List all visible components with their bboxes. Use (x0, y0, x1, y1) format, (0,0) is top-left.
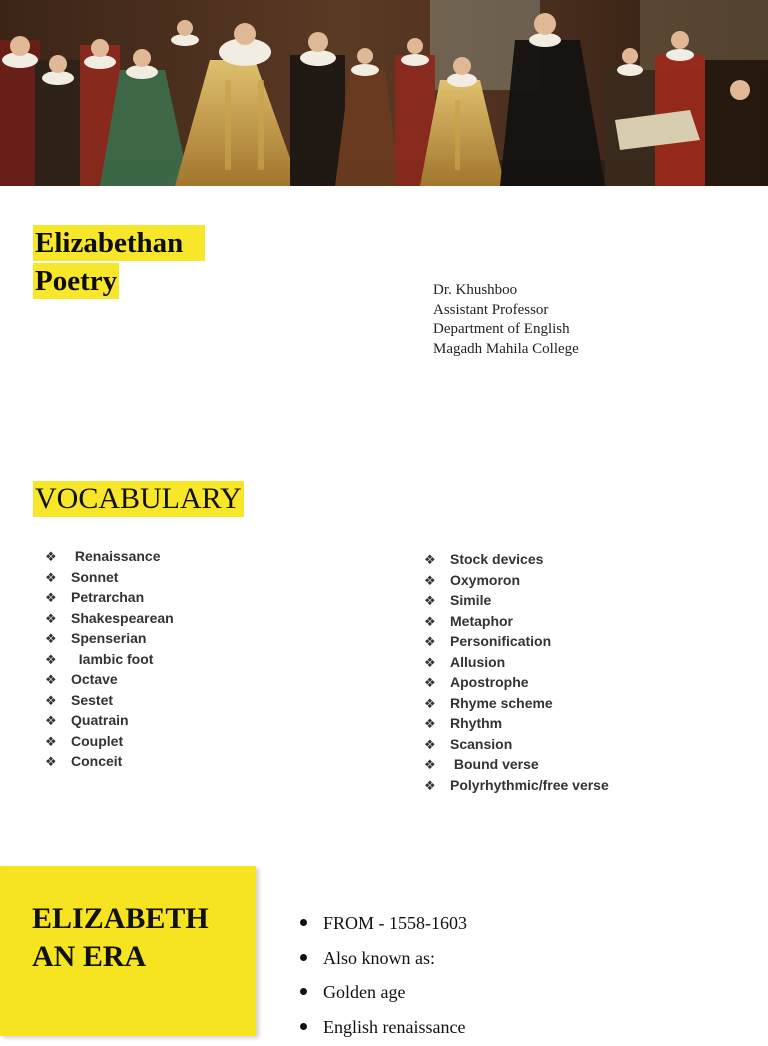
bullet-dot-icon (300, 954, 307, 961)
vocabulary-heading: VOCABULARY (33, 481, 244, 517)
vocabulary-item (45, 690, 174, 711)
diamond-bullet-icon: ❖ (424, 715, 450, 736)
diamond-bullet-icon: ❖ (424, 736, 450, 757)
vocabulary-term: Sonnet (71, 569, 118, 585)
vocabulary-term: Sestet (71, 692, 113, 708)
vocabulary-term: Conceit (71, 753, 122, 769)
diamond-bullet-icon: ❖ (45, 589, 71, 610)
vocabulary-term: Personification (450, 633, 551, 649)
vocabulary-item (424, 590, 609, 611)
vocabulary-item (424, 549, 609, 570)
vocabulary-item (424, 672, 609, 693)
vocabulary-item (424, 631, 609, 652)
diamond-bullet-icon: ❖ (424, 777, 450, 798)
era-title-line-2: AN ERA (32, 938, 232, 976)
diamond-bullet-icon: ❖ (45, 610, 71, 631)
era-title (32, 900, 232, 976)
title-line-1: Elizabethan (33, 225, 205, 261)
author-college: Magadh Mahila College (433, 340, 579, 360)
bullet-dot-icon (300, 988, 307, 995)
vocabulary-item (45, 546, 174, 567)
vocabulary-term: Shakespearean (71, 610, 174, 626)
vocabulary-term: Iambic foot (71, 651, 153, 667)
diamond-bullet-icon: ❖ (45, 569, 71, 590)
vocabulary-term: Quatrain (71, 712, 129, 728)
vocabulary-item (45, 710, 174, 731)
vocabulary-term: Rhythm (450, 715, 502, 731)
vocabulary-term: Renaissance (71, 548, 161, 564)
diamond-bullet-icon: ❖ (424, 756, 450, 777)
diamond-bullet-icon: ❖ (424, 633, 450, 654)
author-info (433, 281, 579, 359)
vocabulary-item (45, 587, 174, 608)
vocabulary-list-left (45, 546, 174, 772)
vocabulary-item (424, 713, 609, 734)
diamond-bullet-icon: ❖ (424, 572, 450, 593)
vocabulary-term: Simile (450, 592, 491, 608)
vocabulary-list-right (424, 549, 609, 795)
diamond-bullet-icon: ❖ (45, 733, 71, 754)
vocabulary-item (424, 734, 609, 755)
era-point (300, 908, 467, 943)
diamond-bullet-icon: ❖ (45, 548, 71, 569)
vocabulary-item (424, 754, 609, 775)
diamond-bullet-icon: ❖ (424, 695, 450, 716)
diamond-bullet-icon: ❖ (45, 630, 71, 651)
diamond-bullet-icon: ❖ (424, 613, 450, 634)
vocabulary-term: Apostrophe (450, 674, 529, 690)
era-title-line-1: ELIZABETH (32, 900, 232, 938)
banner-image (0, 0, 768, 186)
diamond-bullet-icon: ❖ (424, 592, 450, 613)
vocabulary-item (45, 669, 174, 690)
vocabulary-item (45, 608, 174, 629)
author-name: Dr. Khushboo (433, 281, 579, 301)
diamond-bullet-icon: ❖ (45, 692, 71, 713)
diamond-bullet-icon: ❖ (424, 654, 450, 675)
vocabulary-term: Rhyme scheme (450, 695, 553, 711)
author-position: Assistant Professor (433, 301, 579, 321)
court-painting-illustration (0, 0, 768, 186)
bullet-dot-icon (300, 919, 307, 926)
vocabulary-item (45, 649, 174, 670)
vocabulary-item (424, 652, 609, 673)
vocabulary-term: Oxymoron (450, 572, 520, 588)
vocabulary-term: Polyrhythmic/free verse (450, 777, 609, 793)
vocabulary-item (45, 628, 174, 649)
diamond-bullet-icon: ❖ (424, 674, 450, 695)
vocabulary-term: Petrarchan (71, 589, 144, 605)
era-point-text: Golden age (323, 982, 405, 1002)
vocabulary-item (45, 567, 174, 588)
era-point (300, 1012, 467, 1046)
era-points-list (300, 908, 467, 1046)
vocabulary-item (424, 693, 609, 714)
vocabulary-term: Spenserian (71, 630, 146, 646)
diamond-bullet-icon: ❖ (45, 651, 71, 672)
era-point-text: FROM - 1558-1603 (323, 913, 467, 933)
author-department: Department of English (433, 320, 579, 340)
vocabulary-term: Bound verse (450, 756, 539, 772)
diamond-bullet-icon: ❖ (424, 551, 450, 572)
diamond-bullet-icon: ❖ (45, 712, 71, 733)
vocabulary-item (424, 570, 609, 591)
vocabulary-term: Stock devices (450, 551, 543, 567)
diamond-bullet-icon: ❖ (45, 753, 71, 774)
vocabulary-item (424, 775, 609, 796)
vocabulary-term: Couplet (71, 733, 123, 749)
vocabulary-item (424, 611, 609, 632)
vocabulary-item (45, 731, 174, 752)
era-point-text: Also known as: (323, 948, 435, 968)
vocabulary-term: Octave (71, 671, 118, 687)
vocabulary-term: Allusion (450, 654, 505, 670)
vocabulary-term: Scansion (450, 736, 512, 752)
title-line-2: Poetry (33, 263, 119, 299)
diamond-bullet-icon: ❖ (45, 671, 71, 692)
vocabulary-item (45, 751, 174, 772)
era-point (300, 943, 467, 978)
vocabulary-term: Metaphor (450, 613, 513, 629)
era-point-text: English renaissance (323, 1017, 465, 1037)
era-point (300, 977, 467, 1012)
